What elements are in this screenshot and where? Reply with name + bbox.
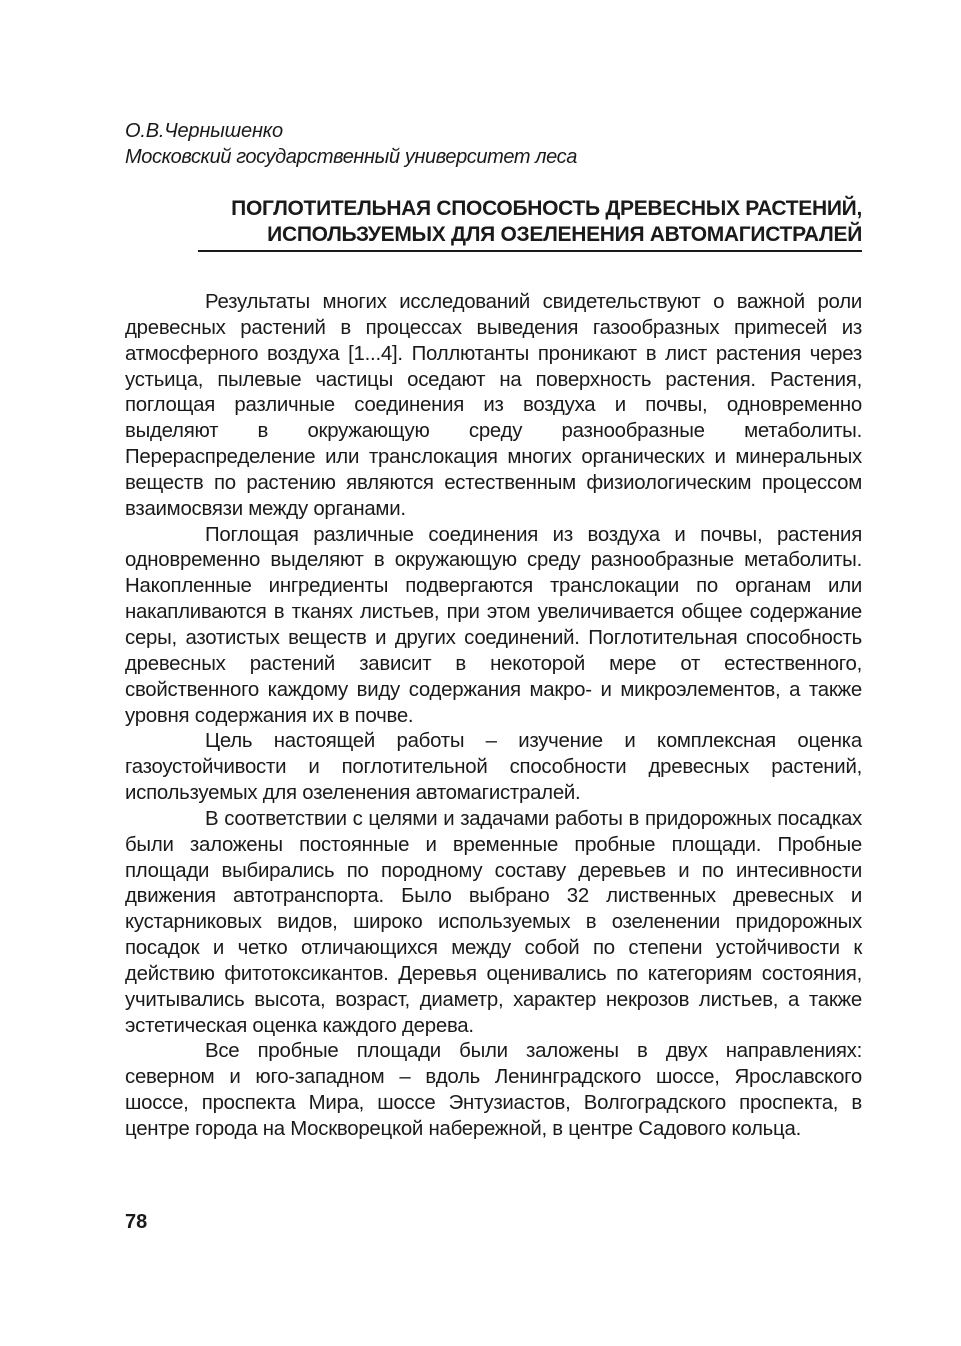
title-underline [198, 250, 862, 252]
page-number: 78 [125, 1211, 148, 1233]
article-title-line-1: ПОГЛОТИТЕЛЬНАЯ СПОСОБНОСТЬ ДРЕВЕСНЫХ РАСТЕНИЙ, [231, 197, 862, 220]
article-title [124, 196, 862, 248]
paragraph-2: Поглощая различные соединения из воздуха и почвы, растения одновременно выделяют в окружающую среду разнообразные метаболиты. Накопленные ингредиенты подвергаются транслокации по органам или накапливаются в тканях листьев, при этом увеличивается общее содержание серы, азотистых веществ и других соединений. Поглотительная способность древесных растений зависит в некоторой мере от естественного, свойственного каждому виду содержания макро- и микроэлементов, а также уровня содержания их в почве. [125, 523, 862, 727]
paragraph-4: В соответствии с целями и задачами работы в придорожных посадках были заложены постоянные и временные пробные площади. Пробные площади выбирались по породному составу деревьев и по интесивности движения автотранспорта. Было выбрано 32 лиственных древесных и кустарниковых видов, широко используемых в озеленении придорожных посадок и четко отличающихся между собой по степени устойчивости к действию фитотоксикантов. Деревья оценивались по категориям состояния, учитывались высота, возраст, диаметр, характер некрозов листьев, а также эстетическая оценка каждого дерева. [125, 807, 862, 1037]
article-title-line-2: ИСПОЛЬЗУЕМЫХ ДЛЯ ОЗЕЛЕНЕНИЯ АВТОМАГИСТРАЛЕЙ [267, 223, 862, 246]
paragraph-1: Результаты многих исследований свидетельствуют о важной роли древесных растений в процессах выведения газообразных приmесей из атмосферного воздуха [1...4]. Поллютанты проникают в лист растения через устьица, пылевые частицы оседают на поверхность растения. Растения, поглощая различные соединения из воздуха и почвы, одновременно выделяют в окружающую среду разнообразные метаболиты. Перераспределение или транслокация многих органических и минеральных веществ по растению являются естественным физиологическим процессом взаимосвязи между органами. [125, 291, 862, 520]
paragraph-3: Цель настоящей работы – изучение и комплексная оценка газоустойчивости и поглотительной способности древесных растений, используемых для озеленения автомагистралей. [125, 730, 862, 805]
article-body [125, 290, 862, 1143]
paragraph-5: Все пробные площади были заложены в двух направлениях: северном и юго-западном – вдоль Ленинградского шоссе, Ярославского шоссе, проспекта Мира, шоссе Энтузиастов, Волгоградского проспекта, в центре города на Москворецкой набережной, в центре Садового кольца. [125, 1040, 862, 1140]
author-affiliation: Московский государственный университет леса [125, 146, 577, 168]
author-name: О.В.Чернышенко [125, 120, 283, 142]
